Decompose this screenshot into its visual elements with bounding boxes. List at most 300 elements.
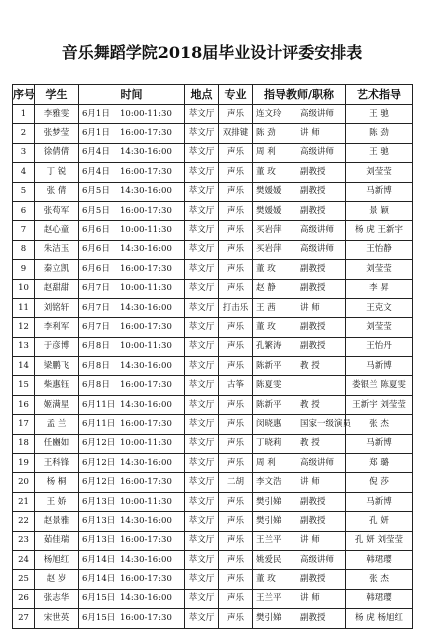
row-teacher	[253, 395, 346, 414]
header-advisor: 艺术指导	[346, 85, 413, 105]
row-teacher	[253, 415, 352, 434]
table-row	[13, 357, 413, 376]
row-teacher	[253, 550, 346, 569]
row-teacher	[253, 260, 346, 279]
row-timespan: 16:00-17:30	[120, 380, 172, 391]
row-major: 声乐	[219, 589, 253, 608]
row-place: 萃文厅	[185, 570, 219, 589]
row-teacher-title: 副教授	[300, 612, 326, 623]
row-date: 6月13日	[82, 535, 116, 546]
table-row	[13, 124, 413, 143]
row-place: 萃文厅	[185, 221, 219, 240]
row-timespan: 16:00-17:30	[120, 418, 172, 429]
row-teacher-name: 陈新平	[256, 360, 282, 371]
row-teacher-title: 副教授	[300, 496, 326, 507]
row-teacher-title: 副教授	[300, 186, 326, 197]
row-student: 王科锋	[35, 454, 79, 473]
table-row	[13, 201, 413, 220]
row-teacher	[253, 318, 346, 337]
row-teacher-title: 讲 师	[300, 128, 320, 139]
row-teacher-name: 樊媛媛	[256, 186, 282, 197]
row-teacher-title: 副教授	[300, 341, 326, 352]
row-student: 任豳如	[35, 434, 79, 453]
row-date: 6月6日	[82, 244, 110, 255]
row-place: 萃文厅	[185, 434, 219, 453]
table-row	[13, 570, 413, 589]
row-major: 声乐	[219, 143, 253, 162]
row-time	[79, 201, 185, 220]
row-advisor: 马新博	[346, 434, 413, 453]
row-teacher-title: 讲 师	[300, 593, 320, 604]
row-teacher-title: 高级讲师	[300, 554, 335, 565]
row-student: 朱洁玉	[35, 240, 79, 259]
row-major: 二胡	[219, 473, 253, 492]
row-no: 7	[13, 221, 35, 240]
row-advisor: 王怡静	[346, 240, 413, 259]
row-place: 萃文厅	[185, 201, 219, 220]
table-row	[13, 550, 413, 569]
row-no: 4	[13, 163, 35, 182]
row-advisor: 王怡丹	[346, 337, 413, 356]
row-major: 声乐	[219, 609, 253, 628]
table-row	[13, 434, 413, 453]
table-row	[13, 415, 413, 434]
row-teacher	[253, 589, 346, 608]
row-teacher	[253, 337, 346, 356]
row-teacher-name: 买岩萍	[256, 244, 282, 255]
row-timespan: 10:00-11:30	[120, 283, 172, 294]
row-teacher	[253, 240, 346, 259]
row-timespan: 14:30-16:00	[120, 457, 172, 468]
row-timespan: 16:00-17:30	[120, 128, 172, 139]
row-no: 18	[13, 434, 35, 453]
row-no: 12	[13, 318, 35, 337]
row-teacher-title: 副教授	[300, 205, 326, 216]
row-teacher	[253, 182, 346, 201]
row-place: 萃文厅	[185, 105, 219, 124]
row-timespan: 16:00-17:30	[120, 321, 172, 332]
row-student: 张 倩	[35, 182, 79, 201]
row-major: 声乐	[219, 357, 253, 376]
row-place: 萃文厅	[185, 240, 219, 259]
row-place: 萃文厅	[185, 415, 219, 434]
row-teacher	[253, 492, 346, 511]
row-advisor: 景 颖	[346, 201, 413, 220]
row-teacher-name: 闵晓惠	[256, 418, 282, 429]
row-teacher-name: 周 利	[256, 457, 276, 468]
header-student: 学生	[35, 85, 79, 105]
row-no: 2	[13, 124, 35, 143]
row-teacher-name: 陈夏雯	[256, 380, 282, 391]
row-time	[79, 434, 185, 453]
row-teacher-name: 董 玫	[256, 263, 276, 274]
row-teacher-title: 教 授	[300, 438, 320, 449]
row-teacher	[253, 357, 346, 376]
row-major: 声乐	[219, 221, 253, 240]
row-timespan: 10:00-11:30	[120, 108, 172, 119]
row-place: 萃文厅	[185, 376, 219, 395]
row-advisor: 王 驰	[346, 143, 413, 162]
row-time	[79, 279, 185, 298]
row-no: 6	[13, 201, 35, 220]
row-advisor: 李 昇	[346, 279, 413, 298]
row-teacher-name: 买岩萍	[256, 225, 282, 236]
row-time	[79, 589, 185, 608]
row-place: 萃文厅	[185, 279, 219, 298]
row-advisor: 刘莹莹	[346, 318, 413, 337]
row-teacher-title: 高级讲师	[300, 147, 335, 158]
row-teacher-title: 讲 师	[300, 535, 320, 546]
row-no: 14	[13, 357, 35, 376]
row-teacher-name: 孔繁涛	[256, 341, 282, 352]
row-place: 萃文厅	[185, 260, 219, 279]
header-teacher: 指导教师/职称	[253, 85, 346, 105]
row-student: 孟 兰	[35, 415, 79, 434]
row-major: 声乐	[219, 434, 253, 453]
row-time	[79, 298, 185, 317]
row-teacher	[253, 124, 346, 143]
row-student: 张苟军	[35, 201, 79, 220]
row-major: 声乐	[219, 550, 253, 569]
row-teacher-title: 高级讲师	[300, 457, 335, 468]
row-timespan: 10:00-11:30	[120, 496, 172, 507]
row-teacher-title: 教 授	[300, 399, 320, 410]
row-date: 6月15日	[82, 612, 116, 623]
row-timespan: 14:30-16:00	[120, 302, 172, 313]
row-no: 15	[13, 376, 35, 395]
row-date: 6月13日	[82, 496, 116, 507]
row-date: 6月15日	[82, 593, 116, 604]
row-major: 声乐	[219, 182, 253, 201]
table-row	[13, 589, 413, 608]
row-student: 赵心童	[35, 221, 79, 240]
row-major: 声乐	[219, 415, 253, 434]
row-no: 5	[13, 182, 35, 201]
row-student: 丁 锐	[35, 163, 79, 182]
row-timespan: 16:00-17:30	[120, 205, 172, 216]
row-teacher-name: 董 玫	[256, 574, 276, 585]
row-teacher-title: 副教授	[300, 515, 326, 526]
row-no: 20	[13, 473, 35, 492]
row-student: 徐倩倩	[35, 143, 79, 162]
row-student: 李利军	[35, 318, 79, 337]
row-date: 6月6日	[82, 225, 110, 236]
row-place: 萃文厅	[185, 395, 219, 414]
row-no: 22	[13, 512, 35, 531]
row-place: 萃文厅	[185, 609, 219, 628]
row-time	[79, 143, 185, 162]
row-no: 27	[13, 609, 35, 628]
row-date: 6月7日	[82, 283, 110, 294]
row-teacher-name: 周 利	[256, 147, 276, 158]
row-date: 6月1日	[82, 108, 110, 119]
row-timespan: 16:00-17:30	[120, 612, 172, 623]
table-row	[13, 240, 413, 259]
row-time	[79, 376, 185, 395]
row-teacher	[253, 454, 346, 473]
row-teacher-title: 国家一级演员	[300, 418, 352, 429]
row-teacher-name: 樊引娣	[256, 496, 282, 507]
row-timespan: 14:30-16:00	[120, 186, 172, 197]
row-timespan: 14:30-16:00	[120, 360, 172, 371]
row-major: 声乐	[219, 337, 253, 356]
row-time	[79, 260, 185, 279]
row-no: 19	[13, 454, 35, 473]
row-advisor: 王新宇 刘莹莹	[346, 395, 413, 414]
row-no: 16	[13, 395, 35, 414]
table-row	[13, 531, 413, 550]
row-timespan: 16:00-17:30	[120, 263, 172, 274]
row-time	[79, 163, 185, 182]
row-teacher-name: 陈 劲	[256, 128, 276, 139]
table-row	[13, 260, 413, 279]
row-date: 6月5日	[82, 186, 110, 197]
header-major: 专业	[219, 85, 253, 105]
row-time	[79, 221, 185, 240]
row-teacher-name: 姚爱民	[256, 554, 282, 565]
row-student: 李雅雯	[35, 105, 79, 124]
row-student: 姬满星	[35, 395, 79, 414]
row-time	[79, 182, 185, 201]
row-time	[79, 492, 185, 511]
header-row	[13, 85, 413, 105]
row-teacher-name: 王兰平	[256, 535, 282, 546]
row-teacher	[253, 376, 346, 395]
row-major: 古筝	[219, 376, 253, 395]
row-major: 声乐	[219, 492, 253, 511]
row-advisor: 张 杰	[346, 415, 413, 434]
row-time	[79, 337, 185, 356]
row-date: 6月4日	[82, 166, 110, 177]
row-timespan: 16:00-17:30	[120, 477, 172, 488]
row-place: 萃文厅	[185, 357, 219, 376]
row-no: 11	[13, 298, 35, 317]
row-major: 声乐	[219, 395, 253, 414]
row-major: 声乐	[219, 512, 253, 531]
row-time	[79, 240, 185, 259]
row-teacher	[253, 298, 346, 317]
row-major: 打击乐	[219, 298, 253, 317]
row-major: 声乐	[219, 454, 253, 473]
row-date: 6月1日	[82, 128, 110, 139]
row-time	[79, 105, 185, 124]
row-advisor: 王克文	[346, 298, 413, 317]
row-date: 6月12日	[82, 438, 116, 449]
row-teacher-name: 樊媛媛	[256, 205, 282, 216]
row-time	[79, 124, 185, 143]
row-advisor: 张 杰	[346, 570, 413, 589]
row-teacher	[253, 163, 346, 182]
row-no: 1	[13, 105, 35, 124]
row-time	[79, 609, 185, 628]
row-teacher-name: 樊引娣	[256, 515, 282, 526]
row-advisor: 娄银兰 陈夏雯	[346, 376, 413, 395]
row-timespan: 14:30-16:00	[120, 147, 172, 158]
row-student: 梁鹏飞	[35, 357, 79, 376]
row-teacher-name: 王兰平	[256, 593, 282, 604]
row-date: 6月5日	[82, 205, 110, 216]
row-student: 赵景雅	[35, 512, 79, 531]
row-place: 萃文厅	[185, 337, 219, 356]
row-date: 6月7日	[82, 302, 110, 313]
row-no: 3	[13, 143, 35, 162]
row-teacher-name: 赵 静	[256, 283, 276, 294]
row-timespan: 16:00-17:30	[120, 166, 172, 177]
row-student: 柴惠钰	[35, 376, 79, 395]
row-time	[79, 512, 185, 531]
row-major: 声乐	[219, 105, 253, 124]
row-advisor: 马新博	[346, 182, 413, 201]
table-row	[13, 376, 413, 395]
row-place: 萃文厅	[185, 163, 219, 182]
row-timespan: 16:00-17:30	[120, 535, 172, 546]
table-row	[13, 298, 413, 317]
row-no: 23	[13, 531, 35, 550]
row-advisor: 马新博	[346, 492, 413, 511]
row-teacher-name: 连文玲	[256, 108, 282, 119]
row-time	[79, 550, 185, 569]
row-no: 17	[13, 415, 35, 434]
row-major: 声乐	[219, 163, 253, 182]
row-timespan: 14:30-16:00	[120, 593, 172, 604]
row-teacher	[253, 105, 346, 124]
row-student: 杨旭红	[35, 550, 79, 569]
row-timespan: 14:30-16:00	[120, 244, 172, 255]
row-teacher-name: 王 茜	[256, 302, 276, 313]
row-advisor: 孔 妍	[346, 512, 413, 531]
row-advisor: 韩珺璎	[346, 589, 413, 608]
row-teacher	[253, 201, 346, 220]
row-advisor: 王 驰	[346, 105, 413, 124]
row-time	[79, 570, 185, 589]
row-teacher-title: 副教授	[300, 283, 326, 294]
row-student: 秦立凯	[35, 260, 79, 279]
row-place: 萃文厅	[185, 531, 219, 550]
row-teacher	[253, 609, 346, 628]
row-place: 萃文厅	[185, 143, 219, 162]
row-advisor: 陈 劲	[346, 124, 413, 143]
row-no: 13	[13, 337, 35, 356]
row-place: 萃文厅	[185, 182, 219, 201]
row-major: 声乐	[219, 240, 253, 259]
row-advisor: 孔 妍 刘莹莹	[346, 531, 413, 550]
table-row	[13, 454, 413, 473]
row-teacher-name: 董 玫	[256, 321, 276, 332]
row-no: 8	[13, 240, 35, 259]
row-time	[79, 454, 185, 473]
row-time	[79, 531, 185, 550]
table-row	[13, 492, 413, 511]
row-date: 6月12日	[82, 457, 116, 468]
header-no: 序号	[13, 85, 35, 105]
row-timespan: 14:30-16:00	[120, 554, 172, 565]
row-student: 张梦莹	[35, 124, 79, 143]
row-student: 杨 桐	[35, 473, 79, 492]
table-row	[13, 337, 413, 356]
row-advisor: 倪 莎	[346, 473, 413, 492]
table-row	[13, 221, 413, 240]
table-row	[13, 163, 413, 182]
row-student: 王 娇	[35, 492, 79, 511]
header-place: 地点	[185, 85, 219, 105]
row-major: 声乐	[219, 318, 253, 337]
row-timespan: 14:30-16:00	[120, 515, 172, 526]
row-student: 张志华	[35, 589, 79, 608]
row-no: 10	[13, 279, 35, 298]
row-teacher-name: 樊引娣	[256, 612, 282, 623]
schedule-table	[12, 84, 413, 629]
table-row	[13, 395, 413, 414]
row-timespan: 16:00-17:30	[120, 574, 172, 585]
row-advisor: 杨 虎 杨旭红	[346, 609, 413, 628]
row-timespan: 10:00-11:30	[120, 438, 172, 449]
row-teacher	[253, 143, 346, 162]
row-place: 萃文厅	[185, 454, 219, 473]
row-date: 6月8日	[82, 341, 110, 352]
page-title: 音乐舞蹈学院2018届毕业设计评委安排表	[61, 43, 363, 62]
row-teacher-title: 讲 师	[300, 477, 320, 488]
row-teacher-title: 教 授	[300, 360, 320, 371]
table-row	[13, 473, 413, 492]
row-teacher	[253, 531, 346, 550]
row-date: 6月8日	[82, 380, 110, 391]
row-major: 声乐	[219, 260, 253, 279]
row-place: 萃文厅	[185, 124, 219, 143]
row-advisor: 韩珺璎	[346, 550, 413, 569]
table-row	[13, 143, 413, 162]
row-teacher-title: 副教授	[300, 263, 326, 274]
row-no: 26	[13, 589, 35, 608]
row-date: 6月14日	[82, 554, 116, 565]
row-teacher-name: 董 玫	[256, 166, 276, 177]
row-place: 萃文厅	[185, 550, 219, 569]
row-timespan: 10:00-11:30	[120, 341, 172, 352]
row-time	[79, 318, 185, 337]
row-student: 赵甜甜	[35, 279, 79, 298]
table-row	[13, 512, 413, 531]
row-teacher	[253, 473, 346, 492]
row-timespan: 14:30-16:00	[120, 399, 172, 410]
row-major: 声乐	[219, 279, 253, 298]
row-no: 9	[13, 260, 35, 279]
row-major: 声乐	[219, 570, 253, 589]
row-teacher-title: 高级讲师	[300, 225, 335, 236]
row-timespan: 10:00-11:30	[120, 225, 172, 236]
table-row	[13, 105, 413, 124]
row-date: 6月6日	[82, 263, 110, 274]
row-time	[79, 395, 185, 414]
table-row	[13, 318, 413, 337]
row-date: 6月13日	[82, 515, 116, 526]
row-time	[79, 357, 185, 376]
row-teacher-title: 副教授	[300, 574, 326, 585]
row-date: 6月11日	[82, 418, 116, 429]
row-time	[79, 473, 185, 492]
row-no: 24	[13, 550, 35, 569]
row-advisor: 杨 虎 王新宇	[346, 221, 413, 240]
row-teacher-name: 陈新平	[256, 399, 282, 410]
row-teacher	[253, 279, 346, 298]
row-teacher	[253, 512, 346, 531]
row-place: 萃文厅	[185, 298, 219, 317]
row-no: 21	[13, 492, 35, 511]
row-teacher-title: 副教授	[300, 166, 326, 177]
row-major: 双排键	[219, 124, 253, 143]
row-major: 声乐	[219, 531, 253, 550]
row-advisor: 郑 璐	[346, 454, 413, 473]
row-teacher	[253, 570, 346, 589]
header-time: 时间	[79, 85, 185, 105]
